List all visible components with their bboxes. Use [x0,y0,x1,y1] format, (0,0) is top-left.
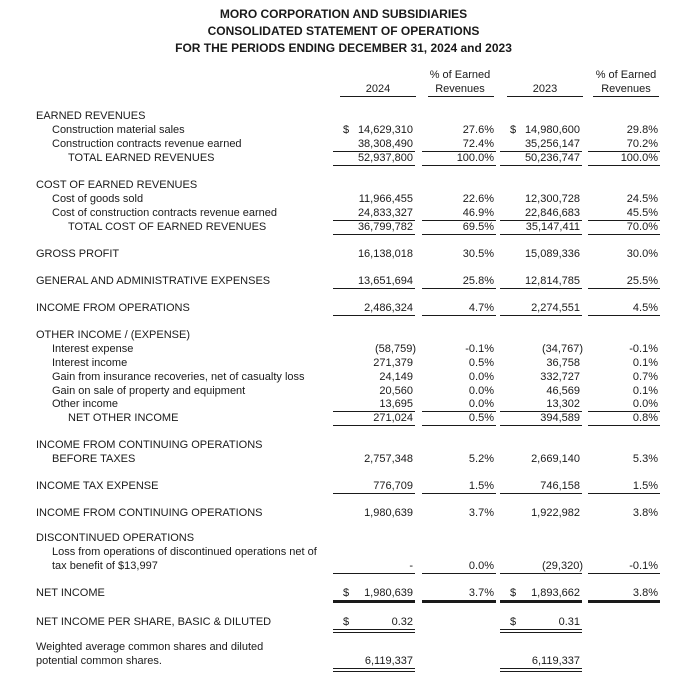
section-earned-revenues: EARNED REVENUES [36,110,146,122]
cell-pct-2024: 100.0% [456,152,494,164]
statement-title: CONSOLIDATED STATEMENT OF OPERATIONS [207,24,480,38]
total-line [500,234,582,235]
cell-pct-2023: 100.0% [620,152,658,164]
cell-2024: 13,695 [379,398,413,410]
cell-pct-2023: 4.5% [632,302,658,314]
total-line [422,425,496,426]
cell-pct-2023: 3.8% [632,587,658,599]
cell-2024: 36,799,782 [357,221,413,233]
row-label: BEFORE TAXES [52,453,136,465]
cell-pct-2024: 22.6% [462,193,494,205]
cell-pct-2024: 0.0% [468,398,494,410]
cell-pct-2023: 3.8% [632,507,658,519]
double-total-line [333,600,415,603]
row-label: TOTAL COST OF EARNED REVENUES [68,221,267,233]
total-line [333,165,415,166]
cell-pct-2023: 29.8% [626,124,658,136]
statement-period: FOR THE PERIODS ENDING DECEMBER 31, 2024 and 2023 [175,41,512,55]
cell-pct-2024: 27.6% [462,124,494,136]
cell-2023: (34,767) [542,343,583,355]
total-line [422,234,496,235]
cell-pct-2023: 1.5% [632,480,658,492]
cell-2023: 2,669,140 [531,453,580,465]
cell-pct-2024: 25.8% [462,275,494,287]
cell-2023: 12,814,785 [524,275,580,287]
cell-2024: 271,379 [373,357,413,369]
cell-pct-2023: 30.0% [626,248,658,260]
row-label: Cost of construction contracts revenue earned [52,207,278,219]
row-label: Cost of goods sold [52,193,144,205]
row-label: NET OTHER INCOME [68,412,179,424]
subtotal-line [422,493,496,494]
currency-symbol: $ [510,587,517,599]
currency-symbol: $ [510,616,517,628]
row-label: Interest income [52,357,128,369]
row-label: Construction material sales [52,124,185,136]
col-2023: 2023 [532,83,558,95]
row-label: Weighted average common shares and diluted [36,641,264,653]
cell-2023: 6,119,337 [531,655,580,667]
cell-2024: 271,024 [373,412,413,424]
row-label: tax benefit of $13,997 [52,560,158,572]
cell-2024: - [409,560,413,572]
row-label: INCOME FROM CONTINUING OPERATIONS [36,439,263,451]
row-label: Loss from operations of discontinued operations net of [52,546,317,558]
double-total-line [500,629,582,633]
cell-pct-2024: 72.4% [462,138,494,150]
cell-pct-2024: 0.5% [468,357,494,369]
subtotal-line [500,288,582,289]
cell-2024: 0.32 [391,616,413,628]
row-label: NET INCOME [36,587,105,599]
subtotal-line [500,493,582,494]
cell-2023: 0.31 [558,616,580,628]
cell-pct-2024: 0.5% [468,412,494,424]
total-line [422,315,496,316]
col-underline [340,96,416,97]
cell-pct-2023: 0.0% [632,398,658,410]
total-line [588,234,660,235]
row-label: Construction contracts revenue earned [52,138,242,150]
row-label: potential common shares. [36,655,162,667]
total-line [333,315,415,316]
cell-2024: 38,308,490 [357,138,413,150]
cell-2024: 2,757,348 [364,453,413,465]
cell-2024: (58,759) [375,343,416,355]
col-underline [428,96,494,97]
cell-2024: 52,937,800 [357,152,413,164]
total-line [588,165,660,166]
cell-pct-2024: 5.2% [468,453,494,465]
cell-pct-2024: 0.0% [468,560,494,572]
subtotal-line [422,288,496,289]
cell-pct-2024: 46.9% [462,207,494,219]
subtotal-line [500,573,582,574]
cell-2023: 13,302 [546,398,580,410]
total-line [500,315,582,316]
cell-2024: 16,138,018 [357,248,413,260]
cell-2023: 394,589 [540,412,580,424]
cell-2024: 776,709 [373,480,413,492]
cell-2023: (29,320) [542,560,583,572]
total-line [588,315,660,316]
cell-pct-2023: 45.5% [626,207,658,219]
cell-pct-2024: 30.5% [462,248,494,260]
col-2024: 2024 [365,83,391,95]
cell-pct-2024: -0.1% [465,343,494,355]
col-underline [507,96,583,97]
cell-2023: 1,893,662 [531,587,580,599]
total-line [333,425,415,426]
cell-2023: 46,569 [546,385,580,397]
row-label: Gain on sale of property and equipment [52,385,246,397]
cell-2024: 11,966,455 [358,193,413,205]
currency-symbol: $ [343,124,350,136]
row-label: Gain from insurance recoveries, net of casualty loss [52,371,305,383]
cell-pct-2023: 70.0% [626,221,658,233]
cell-pct-2023: 70.2% [626,138,658,150]
cell-2023: 746,158 [540,480,580,492]
cell-2023: 36,758 [546,357,580,369]
double-total-line [500,668,582,672]
row-label: INCOME TAX EXPENSE [36,480,159,492]
cell-2023: 2,274,551 [531,302,580,314]
col-underline [593,96,659,97]
cell-pct-2023: 0.1% [632,385,658,397]
col-pct-2024-line2: Revenues [435,83,485,95]
cell-pct-2024: 1.5% [468,480,494,492]
cell-2024: 20,560 [379,385,413,397]
double-total-line [588,600,660,603]
col-pct-2023-line2: Revenues [601,83,651,95]
company-name: MORO CORPORATION AND SUBSIDIARIES [219,7,468,21]
row-label: TOTAL EARNED REVENUES [68,152,215,164]
row-label: Other income [52,398,119,410]
cell-pct-2024: 3.7% [468,507,494,519]
cell-pct-2024: 0.0% [468,371,494,383]
cell-2023: 1,922,982 [531,507,580,519]
section-other-income: OTHER INCOME / (EXPENSE) [36,329,191,341]
cell-pct-2023: 0.8% [632,412,658,424]
cell-2023: 35,147,411 [525,221,580,233]
subtotal-line [333,573,415,574]
section-cost: COST OF EARNED REVENUES [36,179,198,191]
currency-symbol: $ [343,587,350,599]
row-label: NET INCOME PER SHARE, BASIC & DILUTED [36,616,272,628]
row-label: INCOME FROM OPERATIONS [36,302,190,314]
double-total-line [500,600,582,603]
col-pct-2023-line1: % of Earned [595,69,657,81]
cell-pct-2023: 25.5% [626,275,658,287]
cell-pct-2023: -0.1% [629,560,658,572]
cell-2023: 332,727 [540,371,580,383]
subtotal-line [588,493,660,494]
row-label: INCOME FROM CONTINUING OPERATIONS [36,507,263,519]
row-label: Interest expense [52,343,134,355]
cell-pct-2023: 5.3% [632,453,658,465]
subtotal-line [588,288,660,289]
total-line [422,165,496,166]
cell-pct-2024: 4.7% [468,302,494,314]
cell-2023: 12,300,728 [524,193,580,205]
cell-2024: 13,651,694 [357,275,413,287]
currency-symbol: $ [343,616,350,628]
total-line [333,234,415,235]
cell-pct-2023: -0.1% [629,343,658,355]
cell-pct-2023: 0.1% [632,357,658,369]
cell-pct-2024: 69.5% [462,221,494,233]
total-line [500,165,582,166]
cell-2023: 15,089,336 [524,248,580,260]
cell-2023: 22,846,683 [524,207,580,219]
row-label: GROSS PROFIT [36,248,120,260]
cell-2024: 2,486,324 [364,302,413,314]
cell-pct-2024: 3.7% [468,587,494,599]
double-total-line [422,600,496,603]
col-pct-2024-line1: % of Earned [429,69,491,81]
total-line [500,425,582,426]
cell-2023: 14,980,600 [524,124,580,136]
double-total-line [333,629,415,633]
cell-2023: 35,256,147 [524,138,580,150]
currency-symbol: $ [510,124,517,136]
row-label: GENERAL AND ADMINISTRATIVE EXPENSES [36,275,271,287]
subtotal-line [333,493,415,494]
double-total-line [333,668,415,672]
cell-2024: 24,833,327 [357,207,413,219]
subtotal-line [333,288,415,289]
cell-2023: 50,236,747 [524,152,580,164]
cell-pct-2023: 24.5% [626,193,658,205]
cell-2024: 1,980,639 [364,507,413,519]
cell-pct-2023: 0.7% [632,371,658,383]
cell-pct-2024: 0.0% [468,385,494,397]
subtotal-line [422,573,496,574]
cell-2024: 24,149 [379,371,413,383]
cell-2024: 14,629,310 [357,124,413,136]
total-line [588,425,660,426]
cell-2024: 6,119,337 [364,655,413,667]
cell-2024: 1,980,639 [364,587,413,599]
subtotal-line [588,573,660,574]
section-discontinued: DISCONTINUED OPERATIONS [36,532,195,544]
